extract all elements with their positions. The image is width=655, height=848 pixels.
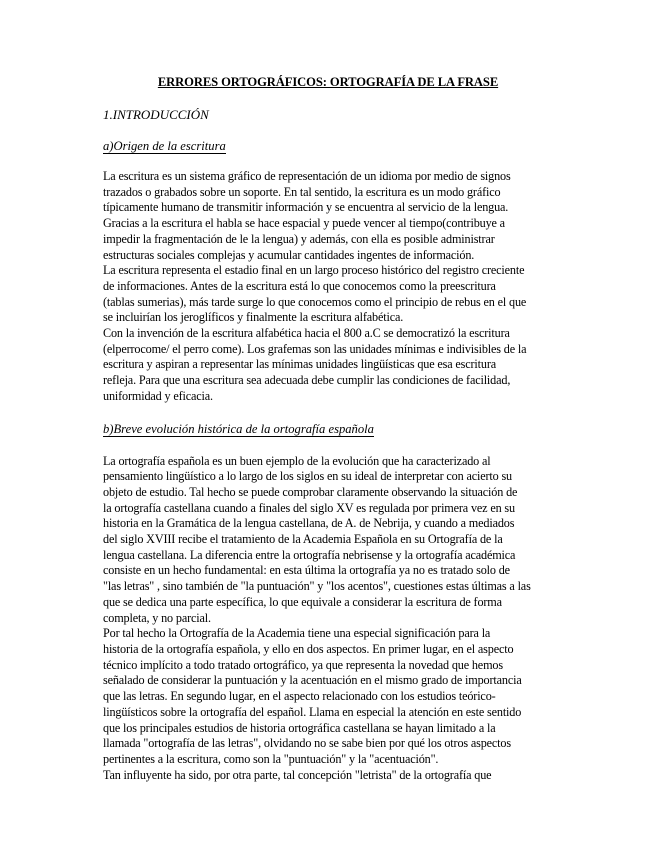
text-line: Por tal hecho la Ortografía de la Academia tiene una especial significación para la bbox=[103, 626, 491, 641]
paragraph-evolucion-ortografia bbox=[103, 454, 553, 784]
text-line: pensamiento lingüístico a lo largo de los siglos en su ideal de interpretar con acierto su bbox=[103, 469, 513, 484]
text-line: de informaciones. Antes de la escritura está lo que conocemos como la preescritura bbox=[103, 278, 496, 293]
paragraph-origen-escritura bbox=[103, 169, 553, 405]
text-line: impedir la fragmentación de le la lengua) y además, con ella es posible administrar bbox=[103, 231, 495, 246]
text-line: estructuras sociales complejas y acumular cantidades ingentes de información. bbox=[103, 247, 475, 262]
text-line: escritura y aspiran a representar las mínimas unidades lingüísticas que esa escritura bbox=[103, 357, 497, 372]
text-line: que los principales estudios de historia ortográfica castellana se hayan limitado a la bbox=[103, 720, 496, 735]
section-heading-introduccion: 1.INTRODUCCIÓN bbox=[103, 107, 209, 122]
text-line: (tablas sumerias), más tarde surge lo que conocemos como el principio de rebus en el que bbox=[103, 294, 527, 309]
subsection-heading-evolucion bbox=[103, 421, 553, 437]
text-line: Tan influyente ha sido, por otra parte, tal concepción "letrista" de la ortografía que bbox=[103, 767, 492, 782]
text-line: lengua castellana. La diferencia entre la ortografía nebrisense y la ortografía académica bbox=[103, 547, 516, 562]
text-line: historia en la Gramática de la lengua castellana, de A. de Nebrija, y cuando a mediados bbox=[103, 516, 515, 531]
text-line: la ortografía castellana cuando a finales del siglo XV es regulada por primera vez en su bbox=[103, 500, 515, 515]
text-line: Gracias a la escritura el habla se hace espacial y puede vencer al tiempo(contribuye a bbox=[103, 216, 505, 231]
text-line: llamada "ortografía de las letras", olvidando no se sabe bien por qué los otros aspectos bbox=[103, 736, 511, 751]
text-line: típicamente humano de transmitir información y se encuentra al servicio de la lengua. bbox=[103, 200, 509, 215]
text-line: trazados o grabados sobre un soporte. En tal sentido, la escritura es un modo gráfico bbox=[103, 184, 501, 199]
text-line: pertinentes a la escritura, como son la "puntuación" y la "acentuación". bbox=[103, 751, 439, 766]
spacer bbox=[103, 405, 553, 421]
text-line: objeto de estudio. Tal hecho se puede comprobar claramente observando la situación de bbox=[103, 484, 518, 499]
text-line: La ortografía española es un buen ejemplo de la evolución que ha caracterizado al bbox=[103, 453, 491, 468]
text-line: lingüísticos sobre la ortografía del español. Llama en especial la atención en este sentido bbox=[103, 704, 522, 719]
text-line: La escritura representa el estadio final en un largo proceso histórico del registro creciente bbox=[103, 263, 525, 278]
subsection-heading-origen-text: a)Origen de la escritura bbox=[103, 139, 226, 153]
text-line: señalado de considerar la puntuación y la acentuación en el mismo grado de importancia bbox=[103, 673, 522, 688]
text-line: que se dedica una parte específica, lo que equivale a considerar la escritura de forma bbox=[103, 594, 502, 609]
text-line: La escritura es un sistema gráfico de representación de un idioma por medio de signos bbox=[103, 169, 511, 183]
text-line: refleja. Para que una escritura sea adecuada debe cumplir las condiciones de facilidad, bbox=[103, 373, 511, 388]
document-page bbox=[103, 74, 553, 783]
text-line: (elperrocome/ el perro come). Los grafemas son las unidades mínimas e indivisibles de la bbox=[103, 341, 527, 356]
document-title: ERRORES ORTOGRÁFICOS: ORTOGRAFÍA DE LA FRASE bbox=[157, 75, 499, 89]
text-line: del siglo XVIII recibe el tratamiento de la Academia Española en su Ortografía de la bbox=[103, 532, 503, 547]
text-line: historia de la ortografía española, y ello en dos aspectos. En primer lugar, en el aspecto bbox=[103, 641, 514, 656]
subsection-heading-evolucion-text: b)Breve evolución histórica de la ortografía española bbox=[103, 421, 374, 436]
text-line: completa, y no parcial. bbox=[103, 610, 211, 625]
text-line: uniformidad y eficacia. bbox=[103, 388, 213, 403]
text-line: que las letras. En segundo lugar, en el aspecto relacionado con los estudios teórico- bbox=[103, 689, 496, 704]
subsection-heading-origen bbox=[103, 138, 553, 154]
text-line: consiste en un hecho fundamental: en esta última la ortografía ya no es tratado solo de bbox=[103, 563, 510, 578]
text-line: Con la invención de la escritura alfabética hacia el 800 a.C se democratizó la escritura bbox=[103, 326, 510, 341]
text-line: "las letras" , sino también de "la puntuación" y "los acentos", cuestiones estas últimas a las bbox=[103, 579, 531, 594]
text-line: se incluirían los jeroglíficos y finalmente la escritura alfabética. bbox=[103, 310, 404, 325]
text-line: técnico implícito a todo tratado ortográfico, ya que representa la novedad que hemos bbox=[103, 657, 503, 672]
